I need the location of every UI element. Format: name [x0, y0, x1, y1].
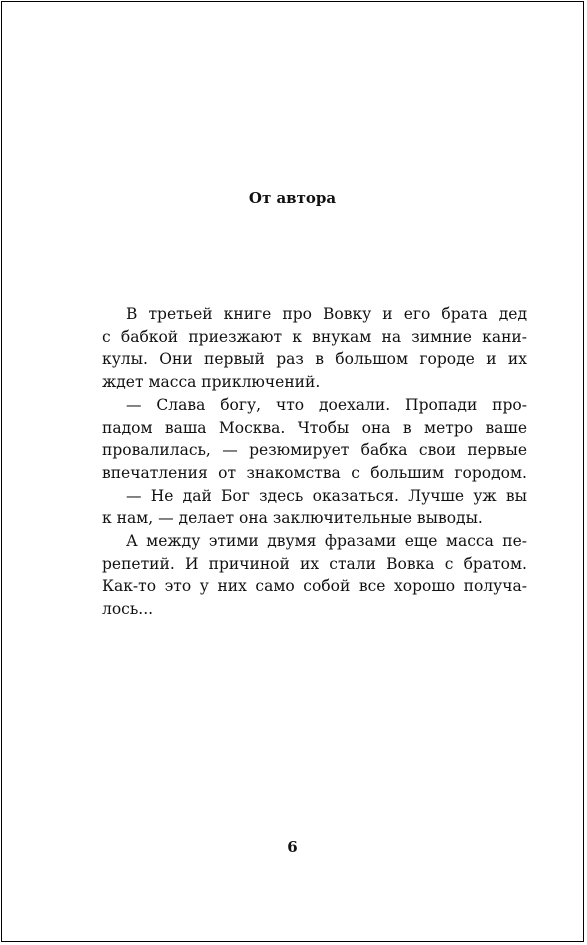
text-line: А между этими двумя фразами еще масса пе-	[126, 532, 527, 551]
text-line: падом ваша Москва. Чтобы она в метро ваше	[102, 418, 527, 437]
text-line: к нам, — делает она заключительные выводы.	[102, 509, 483, 528]
text-line: кулы. Они первый раз в большом городе и их	[102, 350, 527, 369]
text-line: впечатления от знакомства с большим городом.	[102, 463, 527, 482]
text-line: провалилась, — резюмирует бабка свои первые	[102, 441, 527, 460]
book-page	[1, 1, 584, 942]
text-line: ждет масса приключений.	[102, 373, 321, 392]
text-line: с бабкой приезжают к внукам на зимние кани-	[102, 327, 527, 346]
text-line: — Не дай Бог здесь оказаться. Лучше уж вы	[126, 486, 527, 505]
page-number: 6	[287, 838, 298, 856]
text-line: Как-то это у них само собой все хорошо получа-	[102, 577, 527, 596]
text-line: — Слава богу, что доехали. Пропади про-	[126, 395, 527, 414]
body-text	[102, 303, 527, 621]
page-title: От автора	[248, 189, 337, 207]
text-line: лось...	[102, 600, 154, 619]
text-line: В третьей книге про Вовку и его брата дед	[126, 305, 527, 323]
text-line: репетий. И причиной их стали Вовка с братом.	[102, 554, 527, 573]
